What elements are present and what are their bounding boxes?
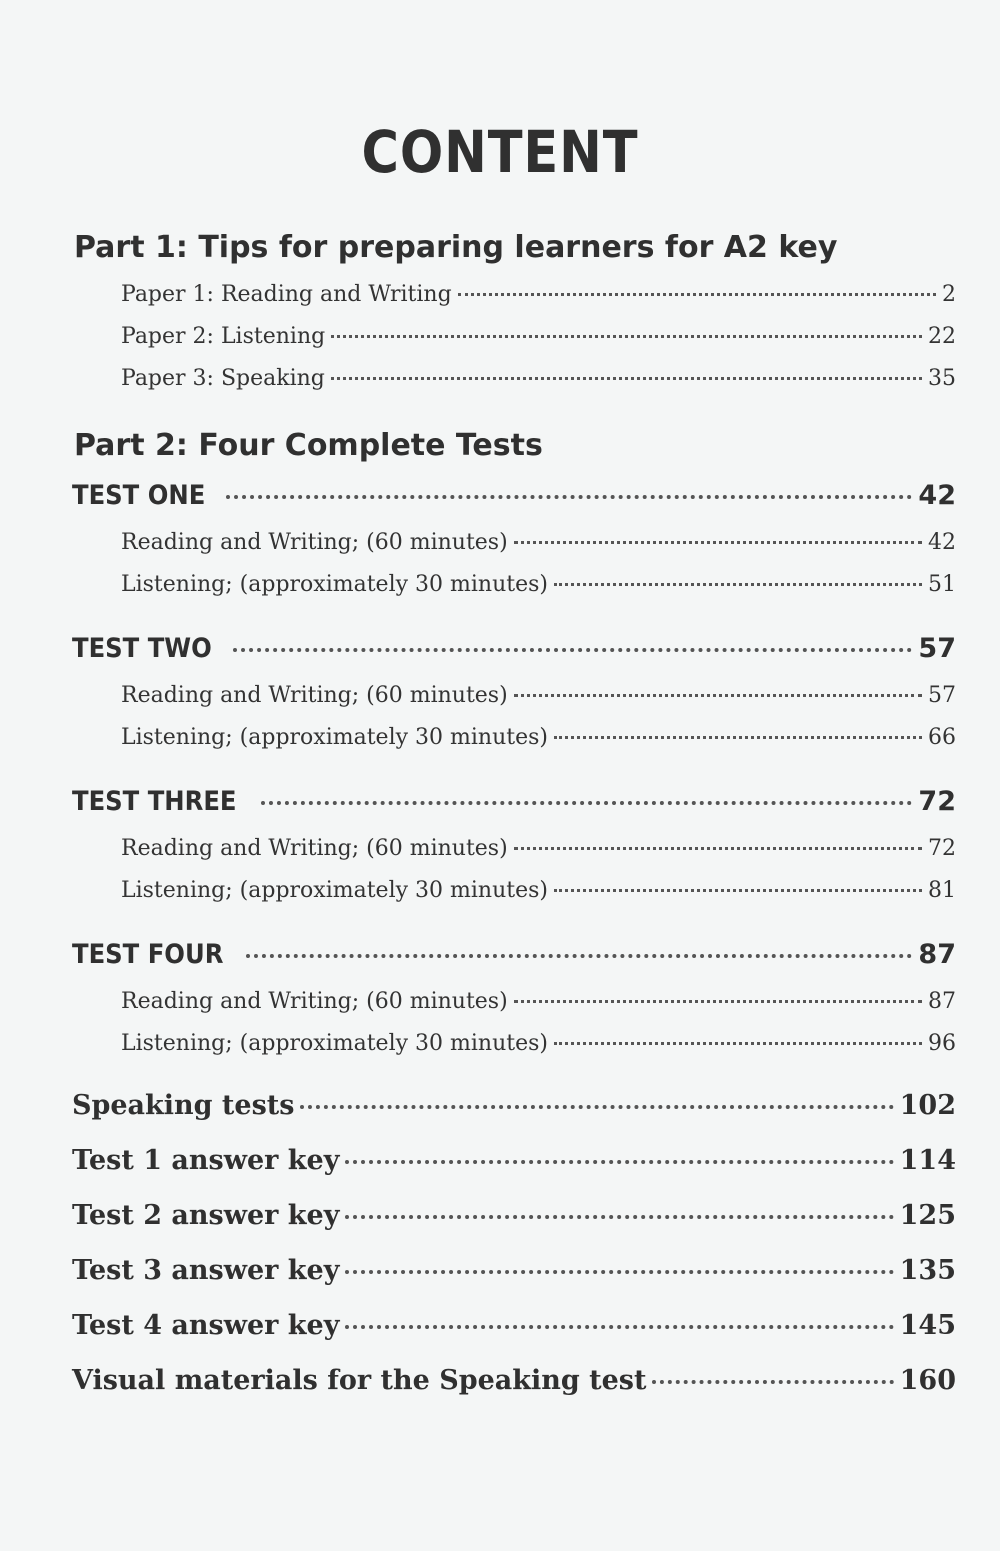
dot-leader <box>233 648 912 652</box>
test-entry-label: TEST THREE <box>72 786 237 817</box>
dot-leader <box>300 1105 893 1109</box>
extra-entry-page: 114 <box>899 1145 956 1176</box>
toc-entry <box>121 282 956 307</box>
toc-entry <box>121 1031 956 1056</box>
test-entry <box>72 939 956 970</box>
toc-entry-label: Listening; (approximately 30 minutes) <box>121 572 548 597</box>
toc-entry-label: Listening; (approximately 30 minutes) <box>121 1031 548 1056</box>
dot-leader <box>554 889 922 892</box>
toc-entry <box>121 725 956 750</box>
dot-leader <box>554 583 922 586</box>
toc-entry-label: Reading and Writing; (60 minutes) <box>121 989 508 1014</box>
dot-leader <box>246 954 912 958</box>
extra-entry-page: 125 <box>899 1200 956 1231</box>
extra-entry-label: Visual materials for the Speaking test <box>72 1365 647 1396</box>
extra-entry-page: 160 <box>899 1365 956 1396</box>
dot-leader <box>345 1325 893 1329</box>
toc-entry <box>121 324 956 349</box>
dot-leader <box>226 495 912 499</box>
toc-entry-label: Reading and Writing; (60 minutes) <box>121 530 508 555</box>
toc-entry-page: 2 <box>942 282 956 307</box>
dot-leader <box>514 847 922 850</box>
dot-leader <box>554 736 922 739</box>
extra-entry <box>72 1255 956 1286</box>
extra-entry-page: 135 <box>899 1255 956 1286</box>
test-entry-page: 87 <box>918 939 956 970</box>
toc-entry-page: 22 <box>928 324 956 349</box>
test-entry-label: TEST TWO <box>72 633 212 664</box>
toc-entry-page: 72 <box>928 836 956 861</box>
dot-leader <box>554 1042 922 1045</box>
extra-entry <box>72 1365 956 1396</box>
extra-entry <box>72 1145 956 1176</box>
dot-leader <box>331 335 922 338</box>
page-title: CONTENT <box>361 118 639 186</box>
toc-entry-page: 35 <box>928 366 956 391</box>
toc-entry-label: Listening; (approximately 30 minutes) <box>121 878 548 903</box>
part2-heading: Part 2: Four Complete Tests <box>74 428 543 463</box>
dot-leader <box>514 694 922 697</box>
test-entry-label: TEST FOUR <box>72 939 224 970</box>
toc-entry-page: 57 <box>928 683 956 708</box>
toc-entry-label: Paper 1: Reading and Writing <box>121 282 452 307</box>
toc-entry <box>121 530 956 555</box>
extra-entry-page: 102 <box>899 1090 956 1121</box>
dot-leader <box>331 377 922 380</box>
extra-entry <box>72 1090 956 1121</box>
toc-entry-label: Paper 2: Listening <box>121 324 326 349</box>
dot-leader <box>652 1380 893 1384</box>
toc-entry-page: 66 <box>928 725 956 750</box>
toc-entry-page: 42 <box>928 530 956 555</box>
test-entry-page: 57 <box>918 633 956 664</box>
test-entry-label: TEST ONE <box>72 480 206 511</box>
test-entry-page: 72 <box>918 786 956 817</box>
extra-entry-label: Test 3 answer key <box>72 1255 340 1286</box>
dot-leader <box>514 541 922 544</box>
toc-entry-page: 51 <box>928 572 956 597</box>
dot-leader <box>345 1215 893 1219</box>
toc-entry <box>121 836 956 861</box>
extra-entry-label: Test 2 answer key <box>72 1200 340 1231</box>
toc-entry-page: 81 <box>928 878 956 903</box>
toc-entry <box>121 683 956 708</box>
dot-leader <box>458 293 936 296</box>
toc-entry-label: Listening; (approximately 30 minutes) <box>121 725 548 750</box>
toc-entry <box>121 366 956 391</box>
extra-entry-label: Test 4 answer key <box>72 1310 340 1341</box>
test-entry <box>72 480 956 511</box>
toc-entry-label: Paper 3: Speaking <box>121 366 325 391</box>
dot-leader <box>345 1270 893 1274</box>
extra-entry <box>72 1200 956 1231</box>
extra-entry-page: 145 <box>899 1310 956 1341</box>
extra-entry-label: Test 1 answer key <box>72 1145 340 1176</box>
toc-entry <box>121 572 956 597</box>
toc-entry <box>121 989 956 1014</box>
test-entry-page: 42 <box>918 480 956 511</box>
test-entry <box>72 786 956 817</box>
toc-entry <box>121 878 956 903</box>
toc-entry-label: Reading and Writing; (60 minutes) <box>121 683 508 708</box>
extra-entry-label: Speaking tests <box>72 1090 295 1121</box>
toc-entry-page: 96 <box>928 1031 956 1056</box>
toc-entry-label: Reading and Writing; (60 minutes) <box>121 836 508 861</box>
extra-entry <box>72 1310 956 1341</box>
test-entry <box>72 633 956 664</box>
dot-leader <box>514 1000 922 1003</box>
dot-leader <box>345 1160 893 1164</box>
toc-entry-page: 87 <box>928 989 956 1014</box>
dot-leader <box>261 801 913 805</box>
part1-heading: Part 1: Tips for preparing learners for A2 key <box>74 230 838 265</box>
